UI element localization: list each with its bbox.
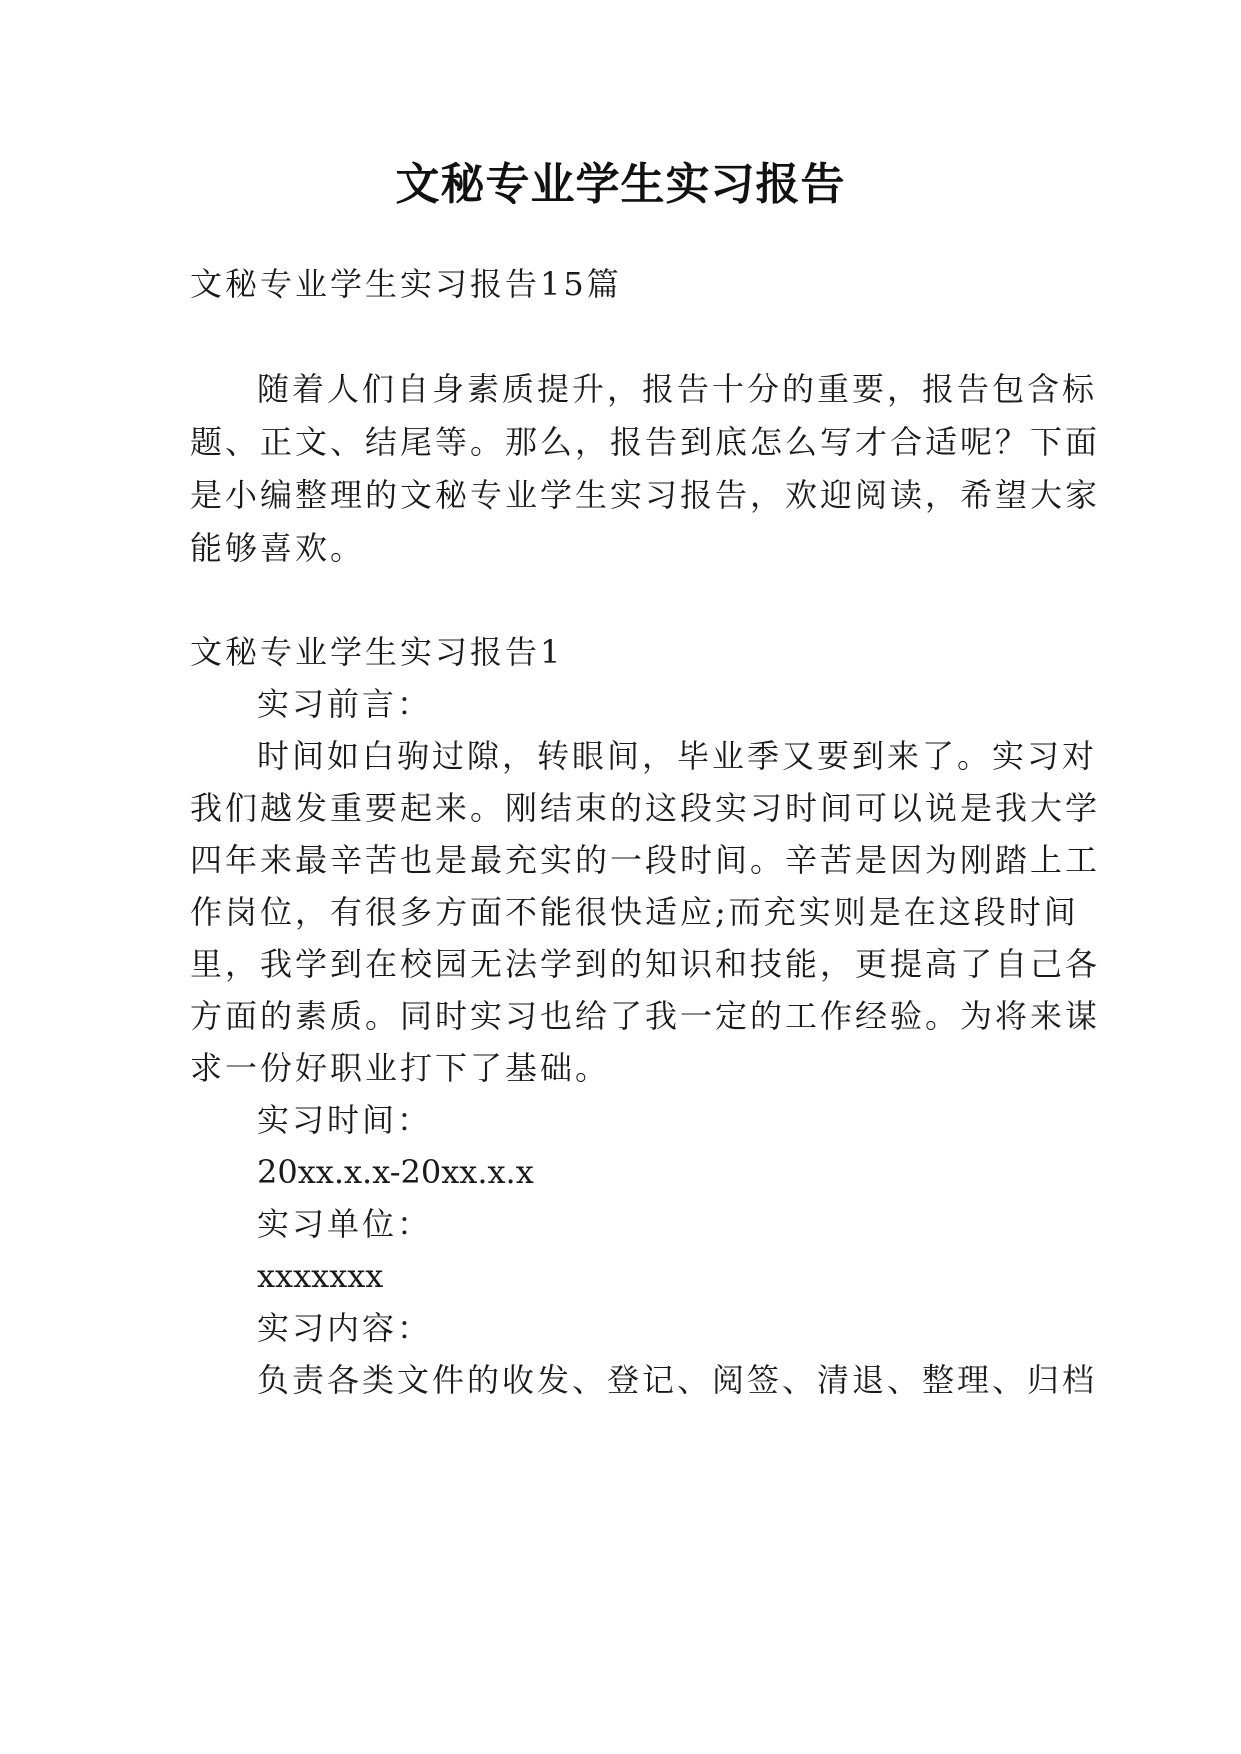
preface-line: 四年来最辛苦也是最充实的一段时间。辛苦是因为刚踏上工 (190, 841, 1101, 879)
intro-line: 题、正文、结尾等。那么，报告到底怎么写才合适呢？下面 (190, 423, 1101, 461)
content-label: 实习内容： (257, 1309, 433, 1347)
document-subtitle: 文秘专业学生实习报告15篇 (190, 265, 622, 303)
intro-line: 随着人们自身素质提升，报告十分的重要，报告包含标 (257, 370, 1098, 408)
unit-label: 实习单位： (257, 1205, 433, 1243)
preface-line: 作岗位，有很多方面不能很快适应;而充实则是在这段时间 (190, 893, 1079, 931)
preface-line: 求一份好职业打下了基础。 (190, 1049, 611, 1087)
preface-line: 时间如白驹过隙，转眼间，毕业季又要到来了。实习对 (257, 737, 1098, 775)
time-value: 20xx.x.x-20xx.x.x (257, 1153, 534, 1191)
intro-line: 能够喜欢。 (190, 529, 366, 567)
time-label: 实习时间： (257, 1101, 433, 1139)
section-heading: 文秘专业学生实习报告1 (190, 633, 564, 671)
unit-value: xxxxxxx (257, 1257, 384, 1295)
preface-line: 方面的素质。同时实习也给了我一定的工作经验。为将来谋 (190, 997, 1101, 1035)
document-title: 文秘专业学生实习报告 (395, 159, 846, 210)
content-line: 负责各类文件的收发、登记、阅签、清退、整理、归档 (257, 1361, 1098, 1399)
intro-line: 是小编整理的文秘专业学生实习报告，欢迎阅读，希望大家 (190, 476, 1101, 514)
preface-line: 我们越发重要起来。刚结束的这段实习时间可以说是我大学 (190, 789, 1101, 827)
preface-label: 实习前言： (257, 685, 433, 723)
preface-line: 里，我学到在校园无法学到的知识和技能，更提高了自己各 (190, 945, 1101, 983)
